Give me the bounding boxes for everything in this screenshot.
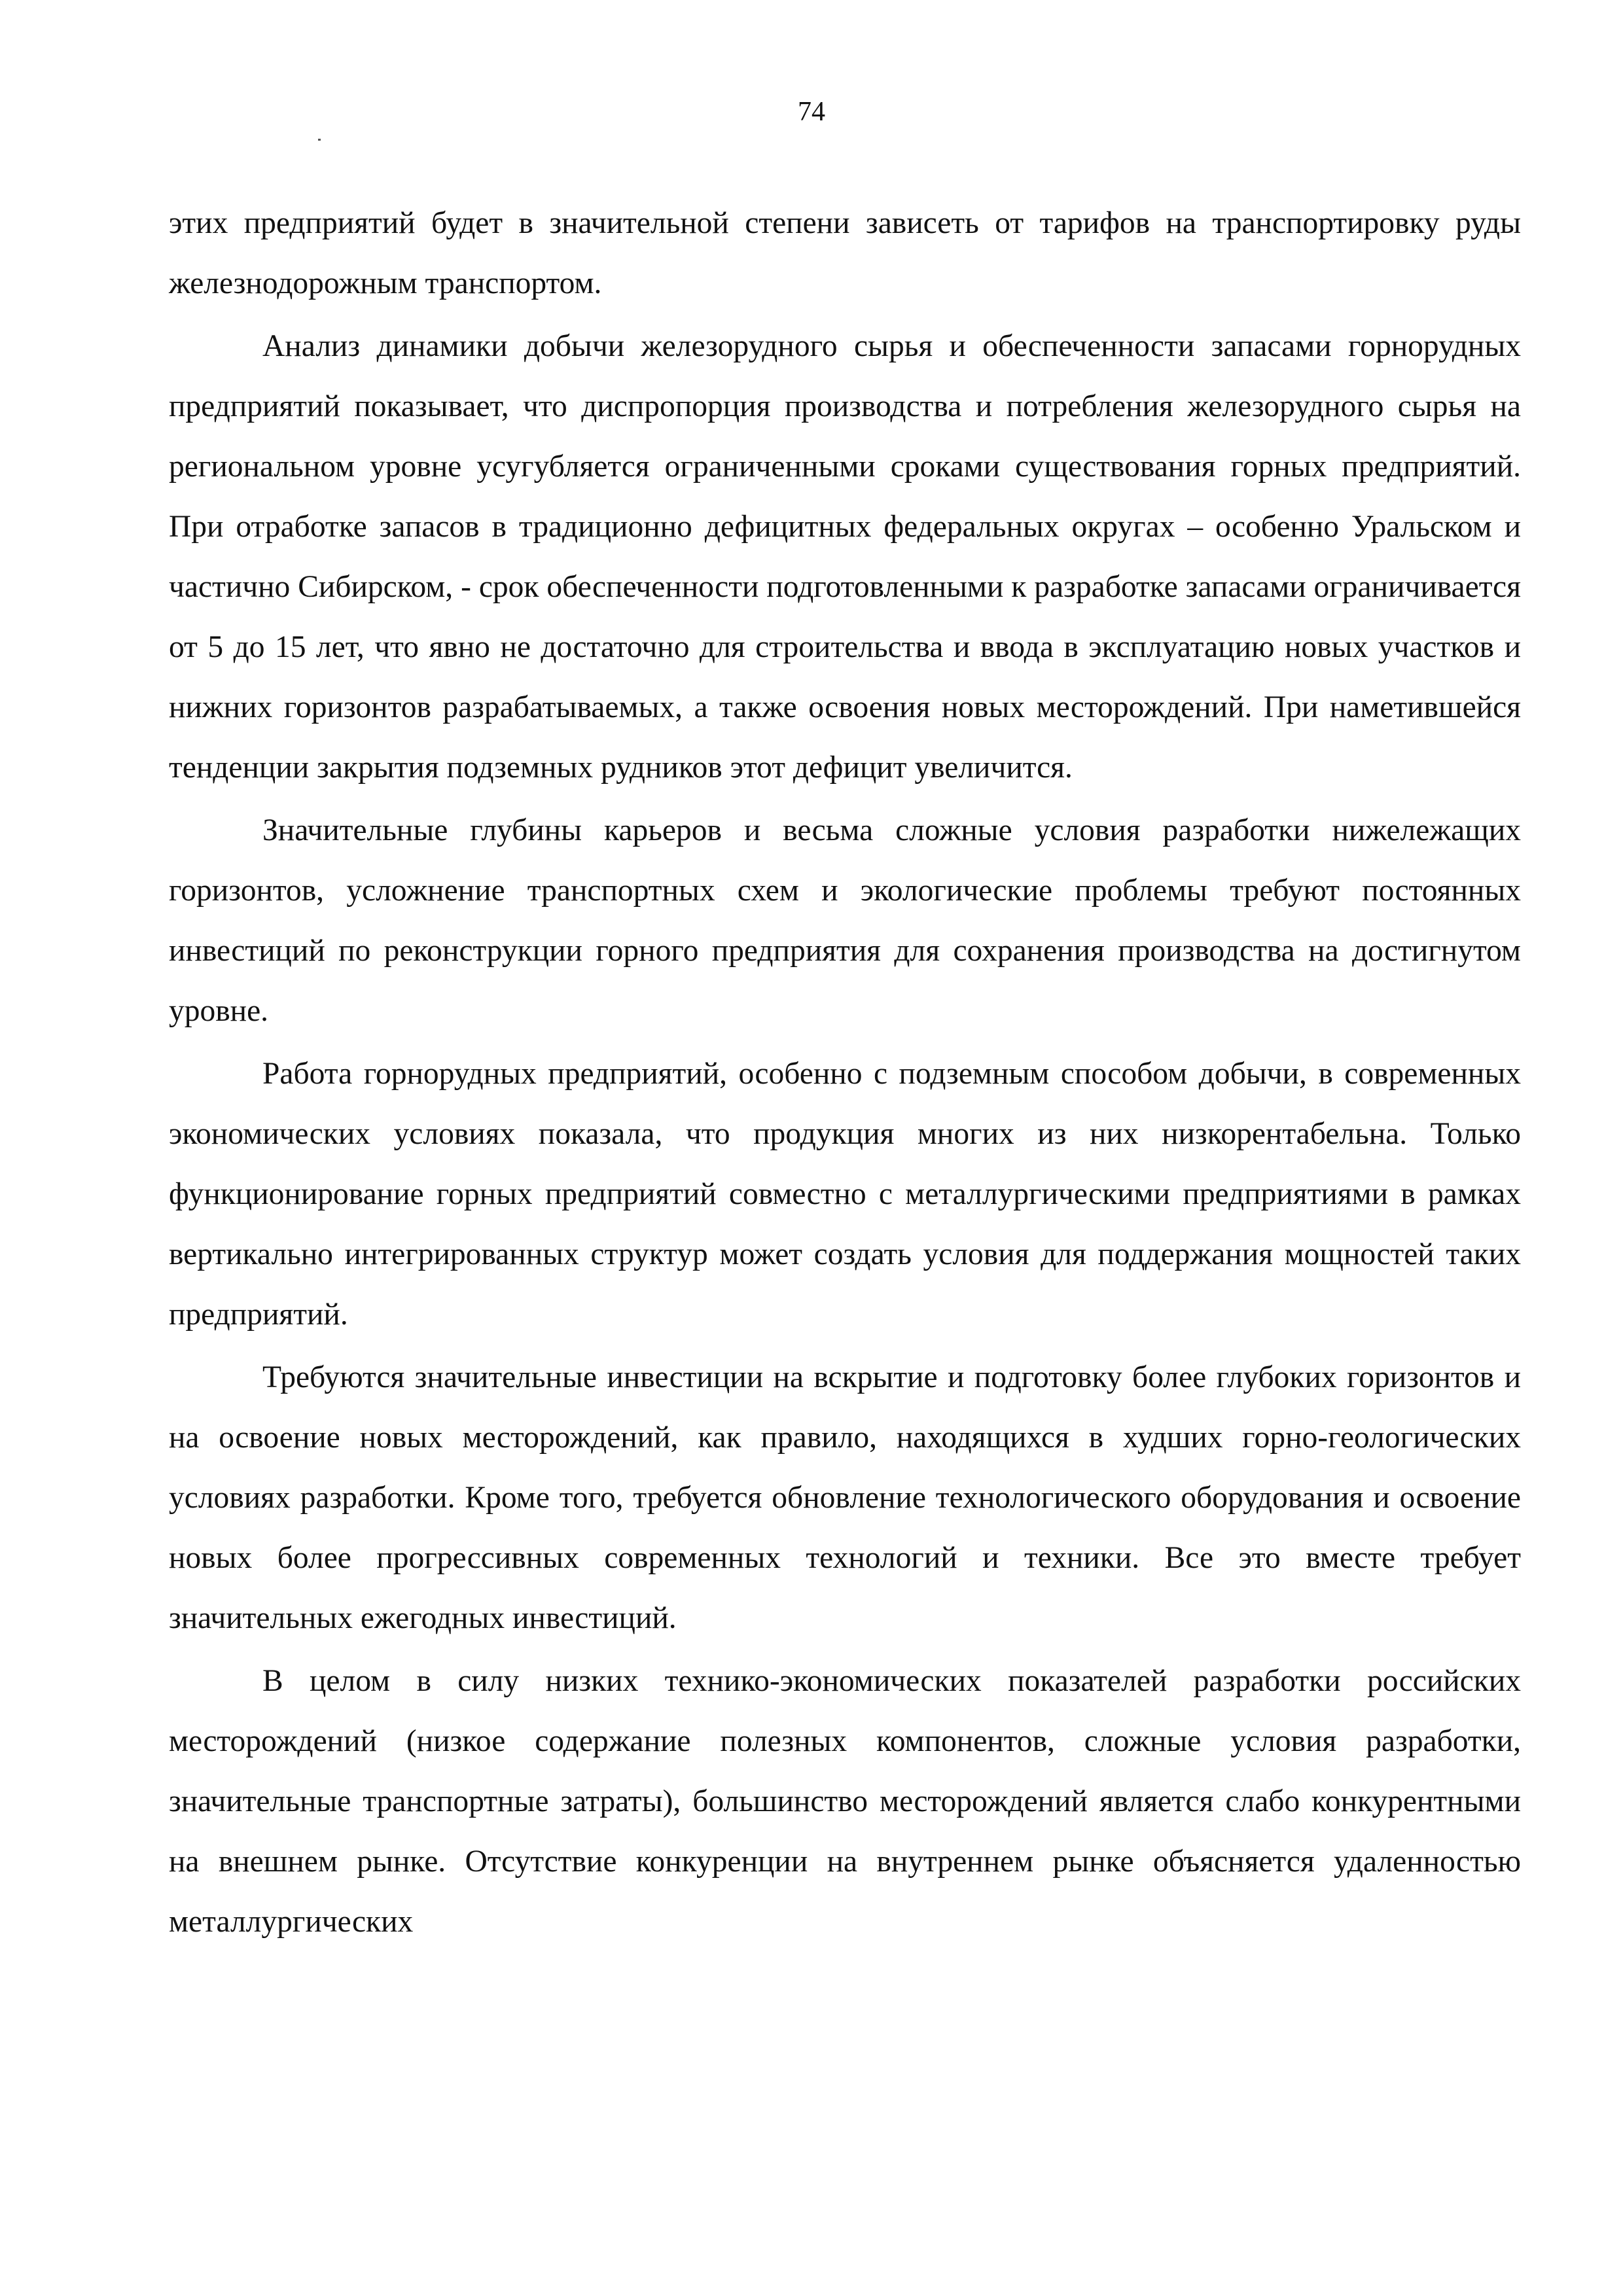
body-text (169, 193, 1521, 1954)
paragraph-competitiveness: В целом в силу низких технико-экономических показателей разработки российских месторождений (низкое содержание полезных компонентов, сложные условия разработки, значительные транспортные затраты), большинство месторождений является слабо конкурентными на внешнем рынке. Отсутствие конкуренции на внутреннем рынке объясняется удаленностью металлургических (169, 1664, 1521, 1939)
paragraph-investments: Требуются значительные инвестиции на вскрытие и подготовку более глубоких горизонтов и на освоение новых месторождений, как правило, находящихся в худших горно-геологических условиях разработки. Кроме того, требуется обновление технологического оборудования и освоение новых более прогрессивных современных технологий и техники. Все это вместе требует значительных ежегодных инвестиций. (169, 1360, 1521, 1635)
paragraph-quarry-depths: Значительные глубины карьеров и весьма сложные условия разработки нижележащих горизонтов, усложнение транспортных схем и экологические проблемы требуют постоянных инвестиций по реконструкции горного предприятия для сохранения производства на достигнутом уровне. (169, 813, 1521, 1028)
paragraph-analysis: Анализ динамики добычи железорудного сырья и обеспеченности запасами горнорудных предприятий показывает, что диспропорция производства и потребления железорудного сырья на региональном уровне усугубляется ограниченными сроками существования горных предприятий. При отработке запасов в традиционно дефицитных федеральных округах – особенно Уральском и частично Сибирском, - срок обеспеченности подготовленными к разработке запасами ограничивается от 5 до 15 лет, что явно не достаточно для строительства и ввода в эксплуатацию новых участков и нижних горизонтов разрабатываемых, а также освоения новых месторождений. При наметившейся тенденции закрытия подземных рудников этот дефицит увеличится. (169, 329, 1521, 785)
paragraph-mining-operations: Работа горнорудных предприятий, особенно с подземным способом добычи, в современных экономических условиях показала, что продукция многих из них низкорентабельна. Только функционирование горных предприятий совместно с металлургическими предприятиями в рамках вертикально интегрированных структур может создать условия для поддержания мощностей таких предприятий. (169, 1057, 1521, 1332)
paragraph-continuation: этих предприятий будет в значительной степени зависеть от тарифов на транспортировку руды железнодорожным транспортом. (169, 206, 1521, 300)
page-number: 74 (798, 97, 825, 127)
scan-speck (318, 139, 321, 141)
